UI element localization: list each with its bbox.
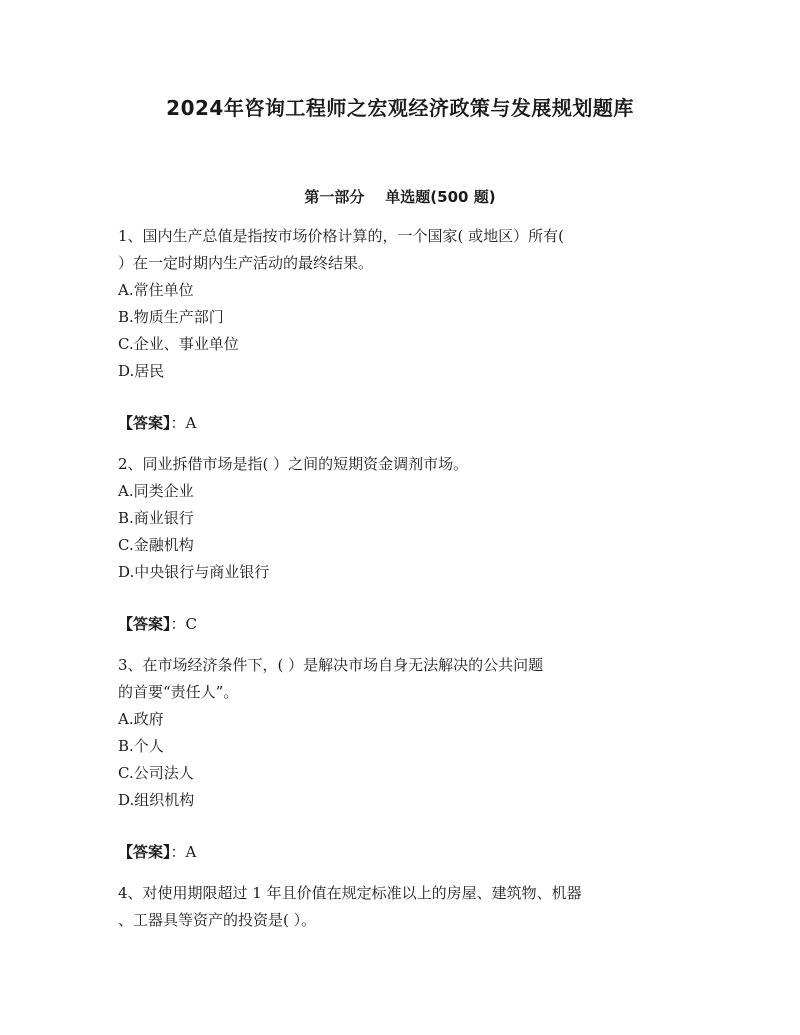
option-b: B.商业银行 bbox=[118, 509, 194, 527]
option-a: A.同类企业 bbox=[118, 482, 194, 500]
answer-line bbox=[118, 611, 688, 638]
option-d: D.组织机构 bbox=[118, 791, 195, 809]
option-a: A.常住单位 bbox=[118, 281, 194, 299]
option-b: B.物质生产部门 bbox=[118, 308, 224, 326]
option-c: C.金融机构 bbox=[118, 536, 194, 554]
answer-value: ：C bbox=[170, 615, 197, 633]
answer-label: 【答案】 bbox=[118, 843, 171, 861]
question-1 bbox=[118, 223, 688, 437]
option-b: B.个人 bbox=[118, 737, 164, 755]
question-text-line: ）在一定时期内生产活动的最终结果。 bbox=[118, 254, 374, 272]
question-2 bbox=[118, 451, 688, 638]
question-list bbox=[118, 223, 688, 934]
option-d: D.居民 bbox=[118, 362, 165, 380]
question-4 bbox=[118, 880, 688, 934]
question-text-line: 的首要“责任人”。 bbox=[118, 683, 239, 701]
question-text-line: 3、在市场经济条件下，( ）是解决市场自身无法解决的公共问题 bbox=[118, 656, 544, 674]
question-text-line: 、工器具等资产的投资是( ）。 bbox=[118, 911, 317, 929]
answer-label: 【答案】 bbox=[118, 414, 171, 432]
option-a: A.政府 bbox=[118, 710, 164, 728]
section-title: 第一部分 单选题(500 题) bbox=[304, 188, 496, 206]
answer-label: 【答案】 bbox=[118, 615, 171, 633]
question-text-line: 1、国内生产总值是指按市场价格计算的，一个国家( 或地区）所有( bbox=[118, 227, 565, 245]
question-text-line: 2、同业拆借市场是指( ）之间的短期资金调剂市场。 bbox=[118, 455, 469, 473]
answer-value: ：A bbox=[170, 414, 197, 432]
document-title: 2024年咨询工程师之宏观经济政策与发展规划题库 bbox=[166, 96, 634, 120]
answer-line bbox=[118, 839, 688, 866]
question-3 bbox=[118, 652, 688, 866]
answer-value: ：A bbox=[170, 843, 197, 861]
answer-line bbox=[118, 410, 688, 437]
option-d: D.中央银行与商业银行 bbox=[118, 563, 270, 581]
option-c: C.公司法人 bbox=[118, 764, 194, 782]
option-c: C.企业、事业单位 bbox=[118, 335, 239, 353]
question-text-line: 4、对使用期限超过 1 年且价值在规定标准以上的房屋、建筑物、机器 bbox=[118, 884, 582, 902]
